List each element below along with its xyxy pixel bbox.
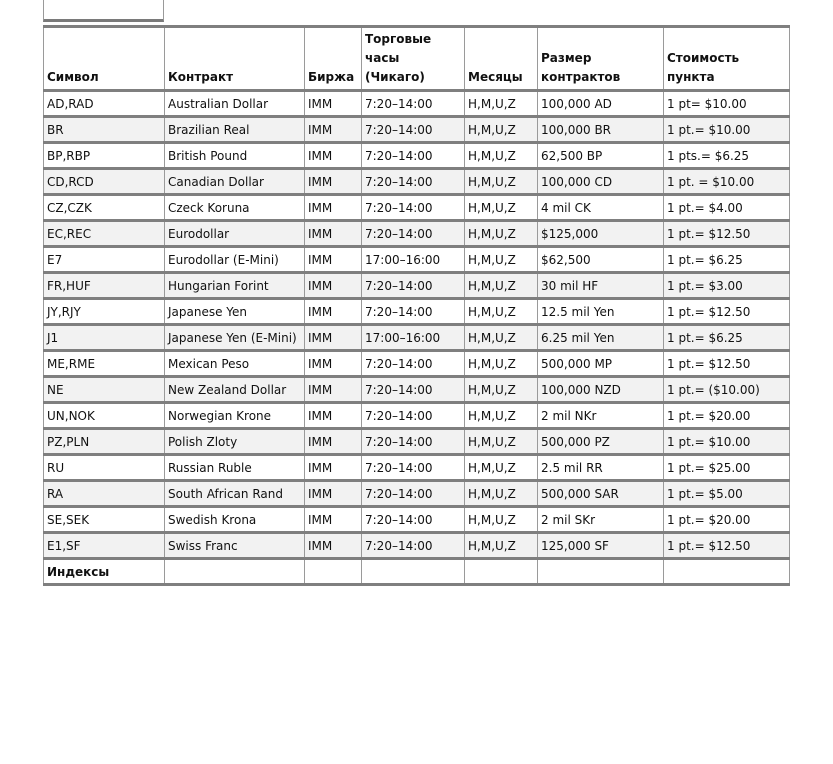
cell-size: 62,500 BP <box>538 143 664 169</box>
cell-tick: 1 pt.= ($10.00) <box>664 377 790 403</box>
empty-cell <box>465 559 538 585</box>
cell-contract: Russian Ruble <box>165 455 305 481</box>
table-row <box>44 299 790 325</box>
cell-contract: Hungarian Forint <box>165 273 305 299</box>
cell-tick: 1 pt.= $20.00 <box>664 507 790 533</box>
table-row <box>44 507 790 533</box>
cell-contract: Eurodollar <box>165 221 305 247</box>
table-row <box>44 143 790 169</box>
cell-months: H,M,U,Z <box>465 273 538 299</box>
cell-contract: Australian Dollar <box>165 91 305 117</box>
empty-cell <box>305 559 362 585</box>
cell-exchange: IMM <box>305 221 362 247</box>
cell-symbol: ME,RME <box>44 351 165 377</box>
cell-exchange: IMM <box>305 455 362 481</box>
cell-months: H,M,U,Z <box>465 221 538 247</box>
header-trading-hours-line1: Торговые <box>365 32 432 46</box>
cell-tick: 1 pt.= $10.00 <box>664 117 790 143</box>
cell-contract: Czeck Koruna <box>165 195 305 221</box>
cell-symbol: RA <box>44 481 165 507</box>
cell-symbol: UN,NOK <box>44 403 165 429</box>
cell-tick: 1 pt= $10.00 <box>664 91 790 117</box>
cell-tick: 1 pt.= $10.00 <box>664 429 790 455</box>
cell-symbol: EC,REC <box>44 221 165 247</box>
cell-size: 100,000 CD <box>538 169 664 195</box>
cell-symbol: FR,HUF <box>44 273 165 299</box>
cell-tick: 1 pt.= $12.50 <box>664 299 790 325</box>
table-row <box>44 351 790 377</box>
cell-hours: 7:20–14:00 <box>362 299 465 325</box>
table-row <box>44 273 790 299</box>
cell-months: H,M,U,Z <box>465 455 538 481</box>
cell-tick: 1 pt.= $12.50 <box>664 351 790 377</box>
cell-months: H,M,U,Z <box>465 403 538 429</box>
cell-exchange: IMM <box>305 429 362 455</box>
cell-exchange: IMM <box>305 299 362 325</box>
cell-symbol: RU <box>44 455 165 481</box>
cell-contract: Eurodollar (E-Mini) <box>165 247 305 273</box>
cell-exchange: IMM <box>305 403 362 429</box>
cell-months: H,M,U,Z <box>465 195 538 221</box>
cell-exchange: IMM <box>305 195 362 221</box>
cell-size: 500,000 SAR <box>538 481 664 507</box>
cell-exchange: IMM <box>305 533 362 559</box>
cell-months: H,M,U,Z <box>465 351 538 377</box>
section-row-indexes <box>44 559 790 585</box>
table-row <box>44 195 790 221</box>
cell-tick: 1 pt.= $6.25 <box>664 325 790 351</box>
cell-size: 125,000 SF <box>538 533 664 559</box>
cell-size: 4 mil CK <box>538 195 664 221</box>
cell-exchange: IMM <box>305 325 362 351</box>
cell-hours: 17:00–16:00 <box>362 325 465 351</box>
empty-cell <box>538 559 664 585</box>
cell-hours: 7:20–14:00 <box>362 169 465 195</box>
header-exchange: Биржа <box>305 27 362 91</box>
header-contract: Контракт <box>165 27 305 91</box>
cell-tick: 1 pt.= $12.50 <box>664 533 790 559</box>
cell-tick: 1 pt.= $4.00 <box>664 195 790 221</box>
header-contract-size <box>538 27 664 91</box>
cell-exchange: IMM <box>305 247 362 273</box>
table-body <box>44 91 790 585</box>
table-row <box>44 377 790 403</box>
cell-contract: Japanese Yen (E-Mini) <box>165 325 305 351</box>
cell-size: 2 mil SKr <box>538 507 664 533</box>
cell-size: 100,000 AD <box>538 91 664 117</box>
cell-contract: Swiss Franc <box>165 533 305 559</box>
cell-symbol: CZ,CZK <box>44 195 165 221</box>
header-trading-hours <box>362 27 465 91</box>
cell-symbol: BP,RBP <box>44 143 165 169</box>
cell-months: H,M,U,Z <box>465 91 538 117</box>
table-row <box>44 117 790 143</box>
cell-hours: 17:00–16:00 <box>362 247 465 273</box>
cell-hours: 7:20–14:00 <box>362 143 465 169</box>
cell-size: $62,500 <box>538 247 664 273</box>
cell-tick: 1 pts.= $6.25 <box>664 143 790 169</box>
cell-hours: 7:20–14:00 <box>362 195 465 221</box>
cell-hours: 7:20–14:00 <box>362 403 465 429</box>
cell-hours: 7:20–14:00 <box>362 533 465 559</box>
table-row <box>44 221 790 247</box>
cell-tick: 1 pt.= $6.25 <box>664 247 790 273</box>
cell-exchange: IMM <box>305 481 362 507</box>
cell-contract: Swedish Krona <box>165 507 305 533</box>
cell-symbol: E1,SF <box>44 533 165 559</box>
cell-contract: Japanese Yen <box>165 299 305 325</box>
cell-contract: Canadian Dollar <box>165 169 305 195</box>
table-row <box>44 533 790 559</box>
cell-months: H,M,U,Z <box>465 481 538 507</box>
cell-symbol: AD,RAD <box>44 91 165 117</box>
cell-tick: 1 pt.= $5.00 <box>664 481 790 507</box>
cell-hours: 7:20–14:00 <box>362 91 465 117</box>
table-row <box>44 247 790 273</box>
cell-hours: 7:20–14:00 <box>362 455 465 481</box>
cell-contract: Polish Zloty <box>165 429 305 455</box>
header-tick-value <box>664 27 790 91</box>
cell-symbol: SE,SEK <box>44 507 165 533</box>
cell-months: H,M,U,Z <box>465 533 538 559</box>
cell-exchange: IMM <box>305 377 362 403</box>
cell-tick: 1 pt. = $10.00 <box>664 169 790 195</box>
cell-months: H,M,U,Z <box>465 429 538 455</box>
cell-symbol: E7 <box>44 247 165 273</box>
cell-exchange: IMM <box>305 91 362 117</box>
header-trading-hours-line3: (Чикаго) <box>365 70 425 84</box>
header-tick-value-line1: Стоимость <box>667 51 740 65</box>
cell-hours: 7:20–14:00 <box>362 507 465 533</box>
cell-size: 100,000 BR <box>538 117 664 143</box>
header-row <box>44 27 790 91</box>
empty-cell <box>362 559 465 585</box>
cell-months: H,M,U,Z <box>465 325 538 351</box>
cell-contract: Norwegian Krone <box>165 403 305 429</box>
cell-hours: 7:20–14:00 <box>362 221 465 247</box>
cell-tick: 1 pt.= $20.00 <box>664 403 790 429</box>
empty-cell <box>664 559 790 585</box>
cell-symbol: PZ,PLN <box>44 429 165 455</box>
table-row <box>44 455 790 481</box>
cell-tick: 1 pt.= $12.50 <box>664 221 790 247</box>
cell-exchange: IMM <box>305 169 362 195</box>
cell-months: H,M,U,Z <box>465 507 538 533</box>
currency-futures-table <box>43 25 790 586</box>
cell-contract: Brazilian Real <box>165 117 305 143</box>
cell-hours: 7:20–14:00 <box>362 351 465 377</box>
header-symbol: Символ <box>44 27 165 91</box>
header-months: Месяцы <box>465 27 538 91</box>
cell-contract: Mexican Peso <box>165 351 305 377</box>
header-contract-size-line1: Размер <box>541 51 592 65</box>
cell-symbol: JY,RJY <box>44 299 165 325</box>
cell-exchange: IMM <box>305 143 362 169</box>
cell-contract: South African Rand <box>165 481 305 507</box>
cell-size: 30 mil HF <box>538 273 664 299</box>
cell-symbol: J1 <box>44 325 165 351</box>
table-row <box>44 169 790 195</box>
cell-exchange: IMM <box>305 273 362 299</box>
table-row <box>44 325 790 351</box>
cell-months: H,M,U,Z <box>465 377 538 403</box>
cell-size: 2 mil NKr <box>538 403 664 429</box>
cell-hours: 7:20–14:00 <box>362 429 465 455</box>
cell-exchange: IMM <box>305 117 362 143</box>
cell-size: 500,000 PZ <box>538 429 664 455</box>
header-tick-value-line2: пункта <box>667 70 715 84</box>
cell-contract: British Pound <box>165 143 305 169</box>
cell-hours: 7:20–14:00 <box>362 481 465 507</box>
cell-size: 2.5 mil RR <box>538 455 664 481</box>
cell-months: H,M,U,Z <box>465 143 538 169</box>
cell-size: 500,000 MP <box>538 351 664 377</box>
cell-months: H,M,U,Z <box>465 247 538 273</box>
table-row <box>44 429 790 455</box>
cell-size: $125,000 <box>538 221 664 247</box>
empty-cell <box>165 559 305 585</box>
cell-symbol: CD,RCD <box>44 169 165 195</box>
cell-months: H,M,U,Z <box>465 117 538 143</box>
header-contract-size-line2: контрактов <box>541 70 621 84</box>
cell-tick: 1 pt.= $3.00 <box>664 273 790 299</box>
section-label: Индексы <box>44 559 165 585</box>
cell-months: H,M,U,Z <box>465 299 538 325</box>
header-trading-hours-line2: часы <box>365 51 400 65</box>
cell-contract: New Zealand Dollar <box>165 377 305 403</box>
cell-symbol: BR <box>44 117 165 143</box>
cell-symbol: NE <box>44 377 165 403</box>
cell-hours: 7:20–14:00 <box>362 117 465 143</box>
cell-size: 100,000 NZD <box>538 377 664 403</box>
cell-months: H,M,U,Z <box>465 169 538 195</box>
cell-size: 6.25 mil Yen <box>538 325 664 351</box>
table-row <box>44 403 790 429</box>
cell-tick: 1 pt.= $25.00 <box>664 455 790 481</box>
empty-top-cell <box>43 0 164 22</box>
cell-exchange: IMM <box>305 351 362 377</box>
cell-size: 12.5 mil Yen <box>538 299 664 325</box>
cell-exchange: IMM <box>305 507 362 533</box>
table-row <box>44 481 790 507</box>
table-row <box>44 91 790 117</box>
cell-hours: 7:20–14:00 <box>362 377 465 403</box>
cell-hours: 7:20–14:00 <box>362 273 465 299</box>
